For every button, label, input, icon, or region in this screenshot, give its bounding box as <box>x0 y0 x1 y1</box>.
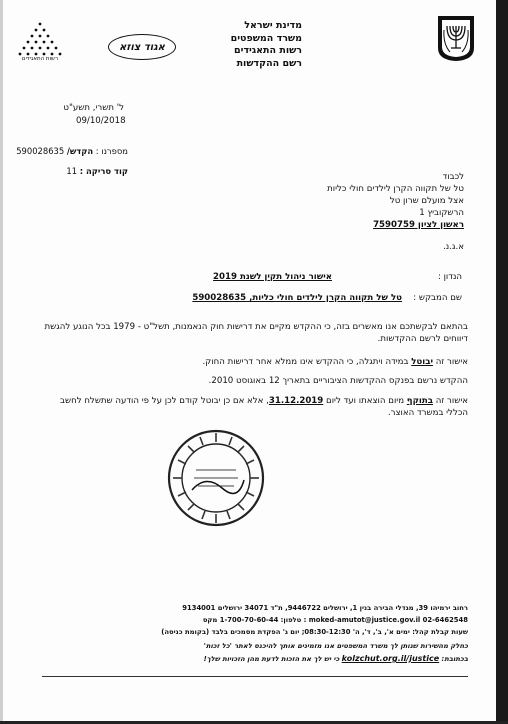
hebrew-date: ל' תשרי, תשע"ט <box>63 103 124 113</box>
paragraph-3: ההקדש נרשם בפנקס ההקדשות הציבוריים בתאריך 12 באוגוסט 2010. <box>208 376 468 386</box>
gregorian-date: 09/10/2018 <box>76 116 126 126</box>
official-round-stamp-icon <box>166 428 266 528</box>
logo-caption: רשות התאגידים <box>21 56 59 62</box>
footer-address: רחוב ירמיהו 39, מגדלי הבירה בנין 1, ירושלים 9446722, ת"ד 34071 ירושלים 9134001 <box>182 604 468 612</box>
paragraph-4-end: , אלא אם כן יבוטל קודם לכן על פי הודעה שתשלח לחשב הכללי במשרד האוצר. <box>60 396 468 418</box>
footer-note-2 <box>204 654 468 663</box>
recipient-line-2: אצל מועלם שרון טל <box>389 196 464 206</box>
footer-divider <box>42 676 468 677</box>
recipient-line-1: טל של תקווה הקרן לילדים חולי כליות <box>327 184 464 194</box>
greeting: א.ג.נ. <box>443 242 464 252</box>
applicant-number: 590028635 <box>192 293 247 303</box>
valid-until-date: 31.12.2019 <box>268 396 324 406</box>
paragraph-4 <box>38 395 468 419</box>
paragraph-2-end: במידה ויתגלה, כי ההקדש אינו ממלא אחר דרישות החוק. <box>202 357 412 367</box>
subject-label: הנדון : <box>437 272 462 282</box>
oval-stamp <box>108 34 176 60</box>
oval-stamp-text: אגוד צוזא <box>119 41 165 53</box>
footer-note-2-label: בכתובת: <box>439 655 468 663</box>
ministry-line: מדינת ישראל <box>244 20 302 31</box>
subject-text: אישור ניהול תקין לשנת 2019 <box>213 272 332 282</box>
footer-note-1: כחלק מהשירות שנותן לך משרד המשפטים אנו מזמינים אותך להיכנס לאתר 'כל זכות' <box>203 642 468 650</box>
applicant-name-text: טל של תקווה הקרן לילדים חולי כליות, <box>249 293 402 303</box>
reference-label: מספרנו : <box>95 146 128 156</box>
paragraph-4-start: אישור זה <box>432 396 468 406</box>
reference-number: 590028635 <box>16 146 65 156</box>
scan-code-number: 11 <box>66 166 78 176</box>
ministry-header <box>231 20 302 70</box>
footer-phone: moked-amutot@justice.gov.il 02-6462548 : טלפון: 1-700-70-60-44 מקס <box>202 616 468 624</box>
paragraph-2 <box>38 356 468 368</box>
scan-code-line <box>66 166 128 176</box>
applicant-name <box>192 293 402 303</box>
paragraph-4-middle: מיום הוצאתו ועד ליום <box>323 396 407 406</box>
ministry-line: רשם ההקדשות <box>236 57 302 69</box>
paragraph-2-start: אישור זה <box>432 357 468 367</box>
paragraph-2-emphasis: יבוטל <box>411 357 433 367</box>
reference-bold: הקדש/ <box>66 146 94 156</box>
state-emblem-icon <box>436 14 476 62</box>
scan-left-edge <box>0 0 3 724</box>
footer-hours: שעות קבלת קהל: ימים א', ב', ד', ה' 08:30-12:30; יום ג' הפקדת מסמכים בלבד (בקומת כניסה) <box>161 628 468 636</box>
paragraph-1: בהתאם לבקשתכם אנו מאשרים בזה, כי ההקדש מקיים את דרישות חוק הנאמנות, תשל"ט - 1979 בכל הנוגע להגשת דיווחים לרשם ההקדשות. <box>44 322 468 344</box>
kolzchut-link[interactable]: kolzchut.org.il/justice <box>341 654 440 663</box>
recipient-to: לכבוד <box>442 172 464 182</box>
ministry-line: משרד המשפטים <box>230 32 302 44</box>
recipient-line-4: ראשון לציון 7590759 <box>373 220 464 230</box>
scan-right-edge <box>496 0 508 724</box>
paragraph-4-emphasis: בתוקף <box>406 396 433 406</box>
recipient-line-3: הרשקוביץ 1 <box>419 208 464 218</box>
footer-note-2-end: כי יש לך את הזכות לדעת מהן הזכויות שלך! <box>203 655 342 663</box>
applicant-label: שם המבקש : <box>413 293 462 303</box>
ministry-line: רשות התאגידים <box>234 45 302 56</box>
reference-line <box>16 146 128 156</box>
scan-code-label: קוד סריקה : <box>79 166 128 176</box>
